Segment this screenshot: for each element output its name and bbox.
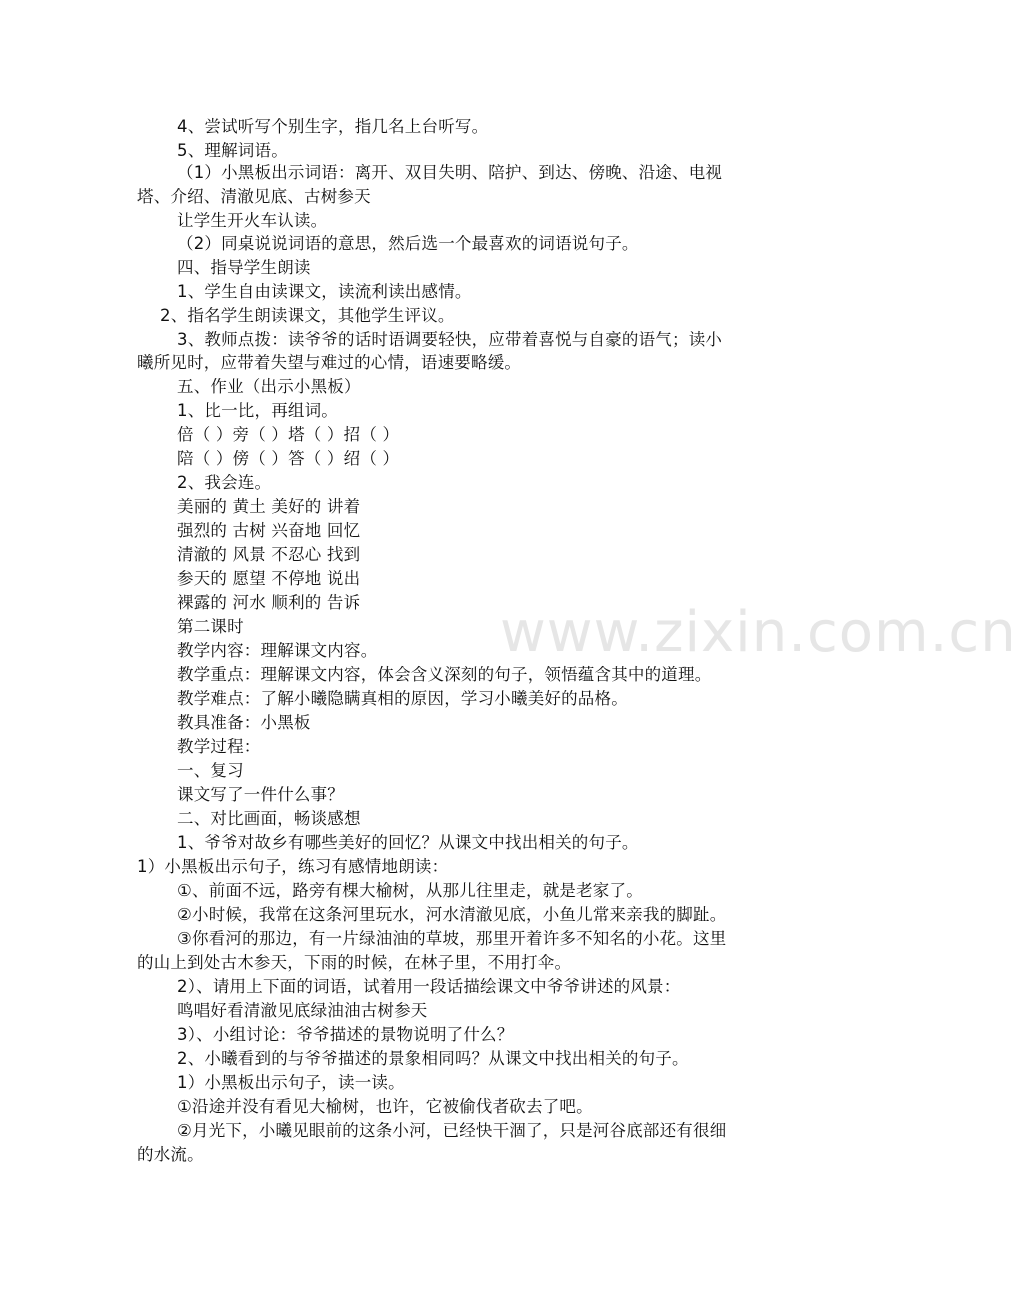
text-line: 倍（ ）旁（ ）塔（ ）招（ ） bbox=[177, 425, 400, 444]
text-line: 美丽的 黄土 美好的 讲着 bbox=[177, 497, 361, 516]
text-line: ②月光下，小曦见眼前的这条小河，已经快干涸了，只是河谷底部还有很细 bbox=[177, 1121, 727, 1140]
text-line: 曦所见时，应带着失望与难过的心情，语速要略缓。 bbox=[137, 353, 522, 372]
text-line: 2、指名学生朗读课文，其他学生评议。 bbox=[160, 306, 455, 325]
text-line: 的水流。 bbox=[137, 1145, 204, 1164]
text-line: ③你看河的那边，有一片绿油油的草坡，那里开着许多不知名的小花。这里 bbox=[177, 929, 727, 948]
text-line: 清澈的 风景 不忍心 找到 bbox=[177, 545, 361, 564]
text-line: 3）、小组讨论：爷爷描述的景物说明了什么？ bbox=[177, 1025, 514, 1044]
text-line: 教学过程： bbox=[177, 737, 261, 756]
text-line: 塔、介绍、清澈见底、古树参天 bbox=[137, 187, 371, 206]
text-line: 2、我会连。 bbox=[177, 473, 272, 492]
text-line: （1）小黑板出示词语：离开、双目失明、陪护、到达、傍晚、沿途、电视 bbox=[177, 163, 723, 182]
text-line: 强烈的 古树 兴奋地 回忆 bbox=[177, 521, 361, 540]
text-line: 裸露的 河水 顺利的 告诉 bbox=[177, 593, 361, 612]
text-line: ②小时候，我常在这条河里玩水，河水清澈见底，小鱼儿常来亲我的脚趾。 bbox=[177, 905, 727, 924]
text-line: 的山上到处古木参天，下雨的时候，在林子里，不用打伞。 bbox=[137, 953, 572, 972]
text-line: 1）小黑板出示句子，读一读。 bbox=[177, 1073, 405, 1092]
text-line: 4、尝试听写个别生字，指几名上台听写。 bbox=[177, 117, 489, 136]
text-line: 五、作业（出示小黑板） bbox=[177, 377, 361, 396]
text-line: 5、理解词语。 bbox=[177, 141, 288, 160]
text-line: ①、前面不远，路旁有棵大榆树，从那儿往里走，就是老家了。 bbox=[177, 881, 643, 900]
text-line: 鸣唱好看清澈见底绿油油古树参天 bbox=[177, 1001, 428, 1020]
text-line: 教学重点：理解课文内容，体会含义深刻的句子，领悟蕴含其中的道理。 bbox=[177, 665, 712, 684]
text-line: 课文写了一件什么事？ bbox=[177, 785, 344, 804]
text-line: 教具准备：小黑板 bbox=[177, 713, 311, 732]
text-line: 一、复习 bbox=[177, 761, 244, 780]
text-line: 2）、请用上下面的词语，试着用一段话描绘课文中爷爷讲述的风景： bbox=[177, 977, 681, 996]
text-line: 1、爷爷对故乡有哪些美好的回忆？从课文中找出相关的句子。 bbox=[177, 833, 639, 852]
text-line: 3、教师点拨：读爷爷的话时语调要轻快，应带着喜悦与自豪的语气；读小 bbox=[177, 330, 723, 349]
watermark: www.zixin.com.cn bbox=[500, 600, 1017, 665]
text-line: 教学内容：理解课文内容。 bbox=[177, 641, 378, 660]
text-line: （2）同桌说说词语的意思，然后选一个最喜欢的词语说句子。 bbox=[177, 234, 639, 253]
text-line: 2、小曦看到的与爷爷描述的景象相同吗？从课文中找出相关的句子。 bbox=[177, 1049, 689, 1068]
text-line: 四、指导学生朗读 bbox=[177, 258, 311, 277]
text-line: 陪（ ）傍（ ）答（ ）绍（ ） bbox=[177, 449, 400, 468]
text-line: 参天的 愿望 不停地 说出 bbox=[177, 569, 361, 588]
text-line: 教学难点：了解小曦隐瞒真相的原因，学习小曦美好的品格。 bbox=[177, 689, 628, 708]
text-line: 1、比一比，再组词。 bbox=[177, 401, 338, 420]
text-line: 让学生开火车认读。 bbox=[177, 211, 328, 230]
text-line: 二、对比画面，畅谈感想 bbox=[177, 809, 361, 828]
text-line: 1、学生自由读课文，读流利读出感情。 bbox=[177, 282, 472, 301]
text-line: ①沿途并没有看见大榆树，也许，它被偷伐者砍去了吧。 bbox=[177, 1097, 593, 1116]
text-line: 第二课时 bbox=[177, 617, 244, 636]
text-line: 1）小黑板出示句子，练习有感情地朗读： bbox=[137, 857, 449, 876]
